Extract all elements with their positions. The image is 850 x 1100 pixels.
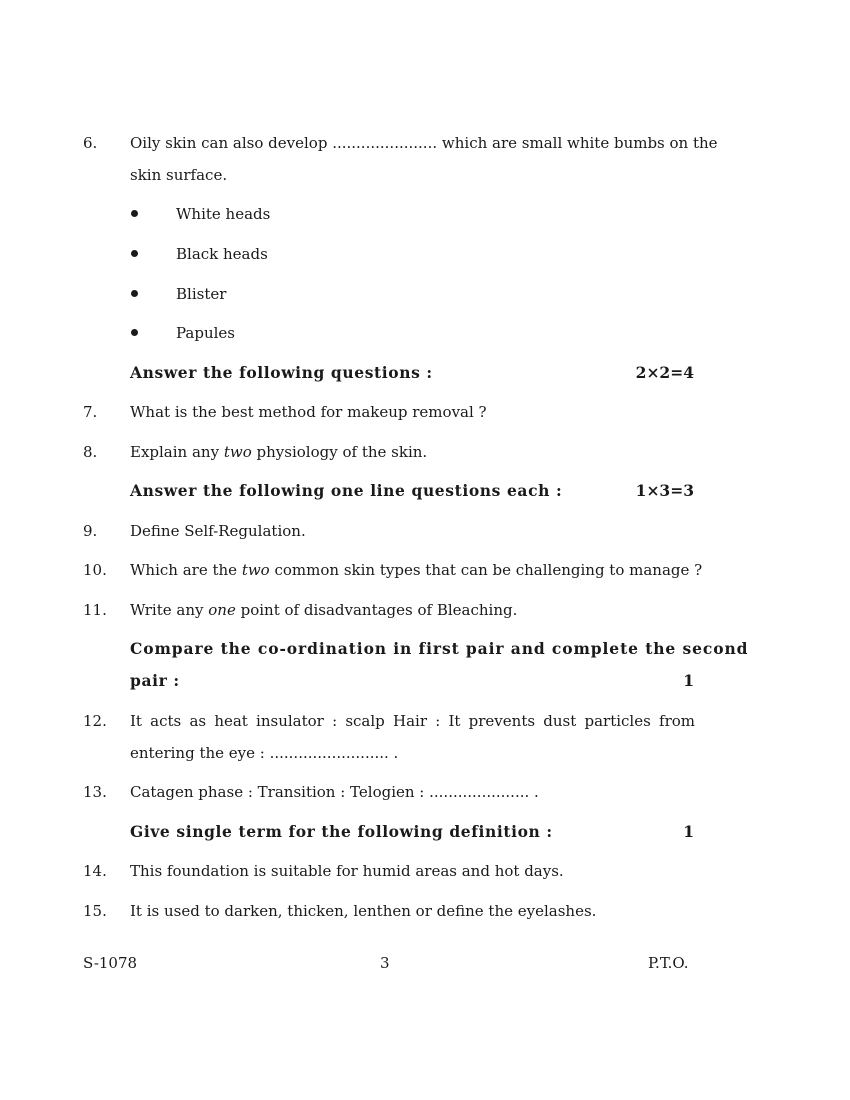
question-text-part: Explain any (130, 443, 220, 461)
question-text: Catagen phase : Transition : Telogien : ..................... . (130, 783, 539, 801)
emphasis-text: two (241, 561, 270, 579)
question-number: 13. (83, 783, 107, 801)
question-number: 12. (83, 712, 107, 730)
section-heading: Answer the following one line questions each : (130, 481, 563, 500)
question-text-part: Which are the (130, 561, 238, 579)
section-marks: 1 (683, 822, 694, 841)
question-number: 6. (83, 134, 98, 152)
option-item: Black heads (176, 245, 268, 263)
question-text-continued: skin surface. (130, 166, 228, 184)
question-text: This foundation is suitable for humid areas and hot days. (130, 862, 564, 880)
bullet-icon (131, 250, 138, 257)
question-number: 9. (83, 522, 98, 540)
answer-blank: ...................... (332, 134, 438, 152)
bullet-icon (131, 210, 138, 217)
section-heading: Compare the co-ordination in first pair and complete the second (130, 639, 749, 658)
question-number: 15. (83, 902, 107, 920)
question-text: What is the best method for makeup removal ? (130, 403, 487, 421)
question-number: 8. (83, 443, 98, 461)
option-item: Papules (176, 324, 235, 342)
question-text-part: It acts as heat insulator : scalp Hair : It prevents dust particles from (130, 712, 695, 730)
pto-label: P.T.O. (648, 954, 689, 972)
question-text (130, 601, 517, 619)
section-marks: 2×2=4 (635, 363, 694, 382)
option-item: White heads (176, 205, 271, 223)
section-marks: 1×3=3 (635, 481, 694, 500)
question-text-continued: entering the eye : ......................... . (130, 744, 399, 762)
question-text-part: which are small white bumbs on the (441, 134, 718, 152)
question-text (130, 443, 427, 461)
question-number: 11. (83, 601, 107, 619)
question-text (130, 134, 718, 152)
section-heading-continued: pair : (130, 671, 180, 690)
section-heading: Give single term for the following definition : (130, 822, 553, 841)
question-text: It is used to darken, thicken, lenthen or define the eyelashes. (130, 902, 597, 920)
question-number: 10. (83, 561, 107, 579)
question-text-part: point of disadvantages of Bleaching. (240, 601, 518, 619)
paper-code: S-1078 (83, 954, 138, 972)
bullet-icon (131, 329, 138, 336)
question-text-part: Oily skin can also develop (130, 134, 328, 152)
section-heading: Answer the following questions : (130, 363, 433, 382)
bullet-icon (131, 290, 138, 297)
page-number: 3 (380, 954, 390, 972)
question-text-part: common skin types that can be challenging to manage ? (274, 561, 703, 579)
question-text (130, 712, 695, 730)
emphasis-text: one (208, 601, 236, 619)
emphasis-text: two (223, 443, 252, 461)
option-item: Blister (176, 285, 227, 303)
question-number: 14. (83, 862, 107, 880)
question-text-part: Write any (130, 601, 204, 619)
question-text: Define Self-Regulation. (130, 522, 306, 540)
question-number: 7. (83, 403, 98, 421)
question-text (130, 561, 702, 579)
section-marks: 1 (683, 671, 694, 690)
question-text-part: physiology of the skin. (256, 443, 428, 461)
